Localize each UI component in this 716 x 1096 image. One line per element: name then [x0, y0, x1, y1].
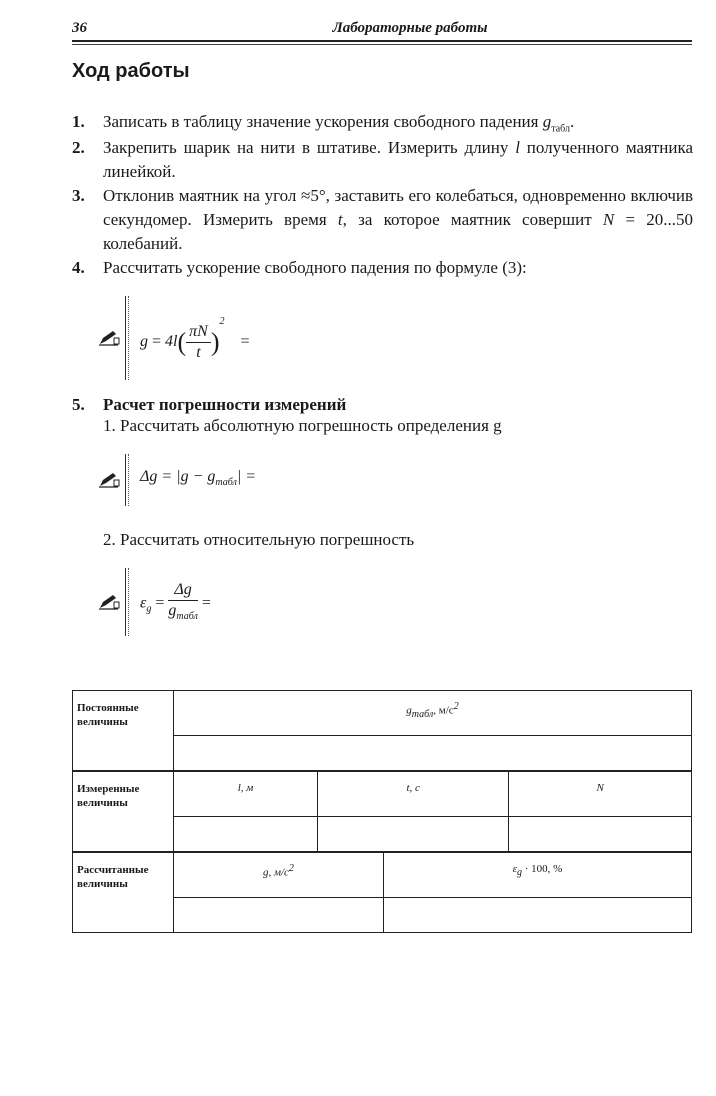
- section-heading: Ход работы: [72, 60, 190, 82]
- measurement-table: [72, 690, 692, 933]
- g-formula: g = 4l( $\frac{\pi N}{t}$ )$^2$ =: [140, 316, 250, 361]
- pencil-icon: [98, 594, 120, 610]
- table-value-cell[interactable]: [509, 817, 692, 853]
- table-header-cell: l, м: [174, 771, 318, 817]
- header-rule-thin: [72, 44, 692, 45]
- header-rule: [72, 40, 692, 42]
- table-value-cell[interactable]: [383, 898, 691, 933]
- rel-error-formula: $\varepsilon_g$ = $\frac{\Delta g}{g_{табл}}$ =: [140, 581, 211, 623]
- substep-1: 1. Рассчитать абсолютную погрешность определения g: [103, 416, 502, 435]
- pencil-icon: [98, 472, 120, 488]
- step-1: [72, 110, 692, 134]
- margin-bar: [125, 568, 126, 636]
- row-label: Постоянные величины: [73, 691, 174, 772]
- table-value-cell[interactable]: [174, 736, 692, 772]
- table-row: [73, 771, 692, 817]
- table-header-cell: $g_{табл}$, $м/с^2$: [174, 691, 692, 736]
- margin-bar-dotted: [128, 568, 129, 636]
- pencil-icon: [98, 330, 120, 346]
- step-2: [72, 136, 692, 184]
- step-number: 3.: [72, 186, 85, 205]
- margin-bar-dotted: [128, 296, 129, 380]
- step-text: Записать в таблицу значение ускорения свободного падения $g_{табл}$.: [103, 112, 575, 135]
- substep-2: 2. Рассчитать относительную погрешность: [103, 530, 415, 549]
- table-header-cell: g, $м/с^2$: [174, 852, 384, 898]
- step-title: Расчет погрешности измерений: [103, 395, 347, 414]
- row-label: Рассчитанные величины: [73, 852, 174, 933]
- margin-bar-dotted: [128, 454, 129, 506]
- table-value-cell[interactable]: [174, 817, 318, 853]
- step-4: [72, 256, 692, 280]
- page-number: 36: [72, 20, 87, 36]
- running-title: Лабораторные работы: [332, 20, 488, 36]
- table-header-cell: t, с: [318, 771, 509, 817]
- step-number: 2.: [72, 138, 85, 157]
- abs-error-formula: $\Delta g = |g - g_{табл}|$ =: [140, 468, 257, 489]
- step-number: 5.: [72, 395, 85, 414]
- table-value-cell[interactable]: [174, 898, 384, 933]
- step-text: Отклонив маятник на угол ≈5°, заставить его колебаться, одновременно включив секундомер. Измерить время t, за которое маятник совершит N = 20...50 колебаний.: [103, 186, 693, 253]
- margin-bar: [125, 296, 126, 380]
- table-row: [73, 691, 692, 736]
- row-label: Измеренные величины: [73, 771, 174, 852]
- step-number: 1.: [72, 112, 85, 131]
- table-header-cell: N: [509, 771, 692, 817]
- table-header-cell: $\varepsilon_g \cdot 100$, %: [383, 852, 691, 898]
- step-text: Закрепить шарик на нити в штативе. Измерить длину l полученного маятника линейкой.: [103, 138, 693, 181]
- table-row: [73, 852, 692, 898]
- step-3: [72, 184, 692, 256]
- margin-bar: [125, 454, 126, 506]
- step-text: Рассчитать ускорение свободного падения по формуле (3):: [103, 258, 527, 277]
- step-number: 4.: [72, 258, 85, 277]
- table-value-cell[interactable]: [318, 817, 509, 853]
